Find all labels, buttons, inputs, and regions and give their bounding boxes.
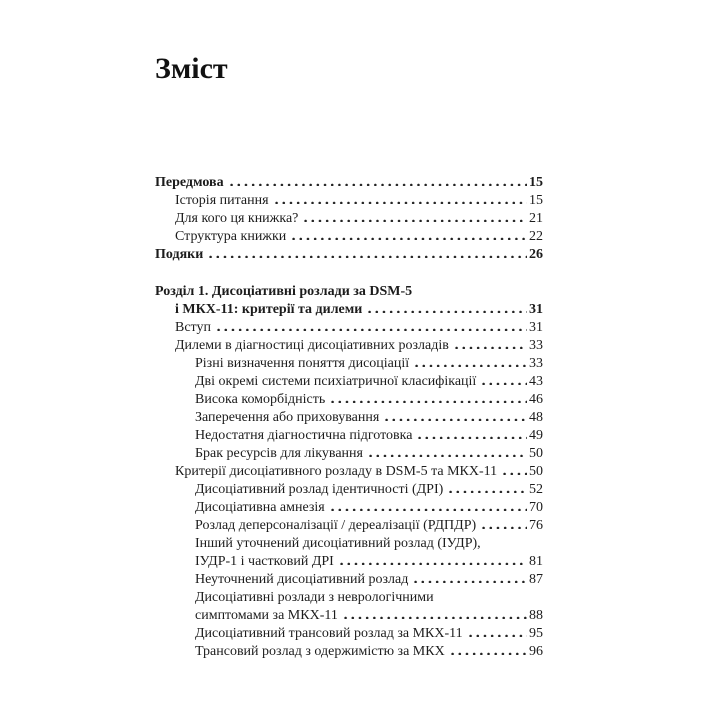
toc-entry [155,535,543,553]
toc-entry [155,228,543,246]
dot-leader [416,435,527,439]
toc-entry-page: 70 [529,500,543,515]
dot-leader [207,254,527,258]
dot-leader [302,218,527,222]
dot-leader [501,471,527,475]
dot-leader [342,615,527,619]
toc-entry-page: 33 [529,356,543,371]
toc-entry-label: Вступ [175,320,211,335]
dot-leader [329,507,527,511]
toc-content [155,52,543,661]
dot-leader [290,236,527,240]
toc-entry-label: Неуточнений дисоціативний розлад [195,572,409,587]
toc-entry-label: Дисоціативні розлади з неврологічними [195,590,434,605]
toc-entry-label: Для кого ця книжка? [175,211,299,226]
toc-entry [155,589,543,607]
dot-leader [447,489,527,493]
dot-leader [329,399,527,403]
toc-entry-page: 88 [529,608,543,623]
toc-entry-label: Передмова [155,175,224,190]
toc-entry-label: Брак ресурсів для лікування [195,446,363,461]
toc-entry-label: Розділ 1. Дисоціативні розлади за DSM-5 [155,284,413,299]
toc-entry [155,301,543,319]
toc-entry-label: Структура книжки [175,229,287,244]
toc-entry-page: 22 [529,229,543,244]
toc-entry-label: Різні визначення поняття дисоціації [195,356,410,371]
dot-leader [273,200,527,204]
toc-entry [155,571,543,589]
toc-entry-label: Історія питання [175,193,269,208]
dot-leader [215,327,527,331]
dot-leader [453,345,527,349]
toc-entry [155,553,543,571]
toc-entry-page: 76 [529,518,543,533]
toc-entry-page: 33 [529,338,543,353]
toc-entry [155,409,543,427]
toc-entry [155,246,543,264]
toc-entry [155,499,543,517]
dot-leader [449,651,527,655]
toc-entry-label: Розлад деперсоналізації / дереалізації (РДПДР) [195,518,477,533]
toc-entry-page: 50 [529,464,543,479]
toc-entry [155,607,543,625]
toc-entry-label: Трансовий розлад з одержимістю за МКХ [195,644,445,659]
toc-entry [155,174,543,192]
toc-entry-page: 31 [529,302,543,317]
toc-entry-page: 15 [529,193,543,208]
toc-entry-page: 52 [529,482,543,497]
toc-entry [155,337,543,355]
toc-entry [155,625,543,643]
toc-entry-label: Заперечення або приховування [195,410,380,425]
dot-leader [480,381,527,385]
toc-entry [155,391,543,409]
toc-entry-label: Дилеми в діагностиці дисоціативних розладів [175,338,449,353]
dot-leader [228,182,527,186]
toc-entry-page: 49 [529,428,543,443]
dot-leader [467,633,527,637]
toc-entry-label: Дві окремі системи психіатричної класифікації [195,374,477,389]
toc-entry-page: 50 [529,446,543,461]
toc-entry-label: Дисоціативна амнезія [195,500,325,515]
toc-entry-label: Недостатня діагностична підготовка [195,428,413,443]
toc-entry-label: Дисоціативний трансовий розлад за МКХ-11 [195,626,463,641]
toc-entry [155,445,543,463]
toc-entry-label: Інший уточнений дисоціативний розлад (ІУДР), [195,536,481,551]
toc-entry [155,427,543,445]
toc-entry [155,373,543,391]
toc-entry-label: Дисоціативний розлад ідентичності (ДРІ) [195,482,444,497]
page-title: Зміст [155,52,228,85]
toc-entry [155,283,543,301]
toc-entry-page: 43 [529,374,543,389]
dot-leader [366,309,527,313]
toc-entry-page: 26 [529,247,543,262]
toc-entry-label: Подяки [155,247,204,262]
toc-entry [155,210,543,228]
toc-entry-label: і МКХ-11: критерії та дилеми [175,302,363,317]
dot-leader [338,561,527,565]
dot-leader [383,417,527,421]
table-of-contents [155,174,543,661]
toc-entry-page: 87 [529,572,543,587]
dot-leader [413,363,527,367]
toc-entry-page: 81 [529,554,543,569]
toc-entry [155,319,543,337]
toc-entry-page: 48 [529,410,543,425]
toc-entry-label: Критерії дисоціативного розладу в DSM-5 та МКХ-11 [175,464,498,479]
toc-entry-page: 21 [529,211,543,226]
toc-entry-page: 46 [529,392,543,407]
toc-entry [155,463,543,481]
toc-entry-label: ІУДР-1 і частковий ДРІ [195,554,334,569]
toc-entry-page: 31 [529,320,543,335]
toc-entry [155,517,543,535]
toc-entry [155,192,543,210]
dot-leader [412,579,527,583]
toc-entry-label: Висока коморбідність [195,392,326,407]
toc-entry-page: 95 [529,626,543,641]
toc-entry-page: 96 [529,644,543,659]
toc-entry-label: симптомами за МКХ-11 [195,608,338,623]
dot-leader [480,525,527,529]
toc-entry [155,643,543,661]
toc-entry-page: 15 [529,175,543,190]
toc-entry [155,355,543,373]
toc-entry [155,481,543,499]
dot-leader [367,453,527,457]
